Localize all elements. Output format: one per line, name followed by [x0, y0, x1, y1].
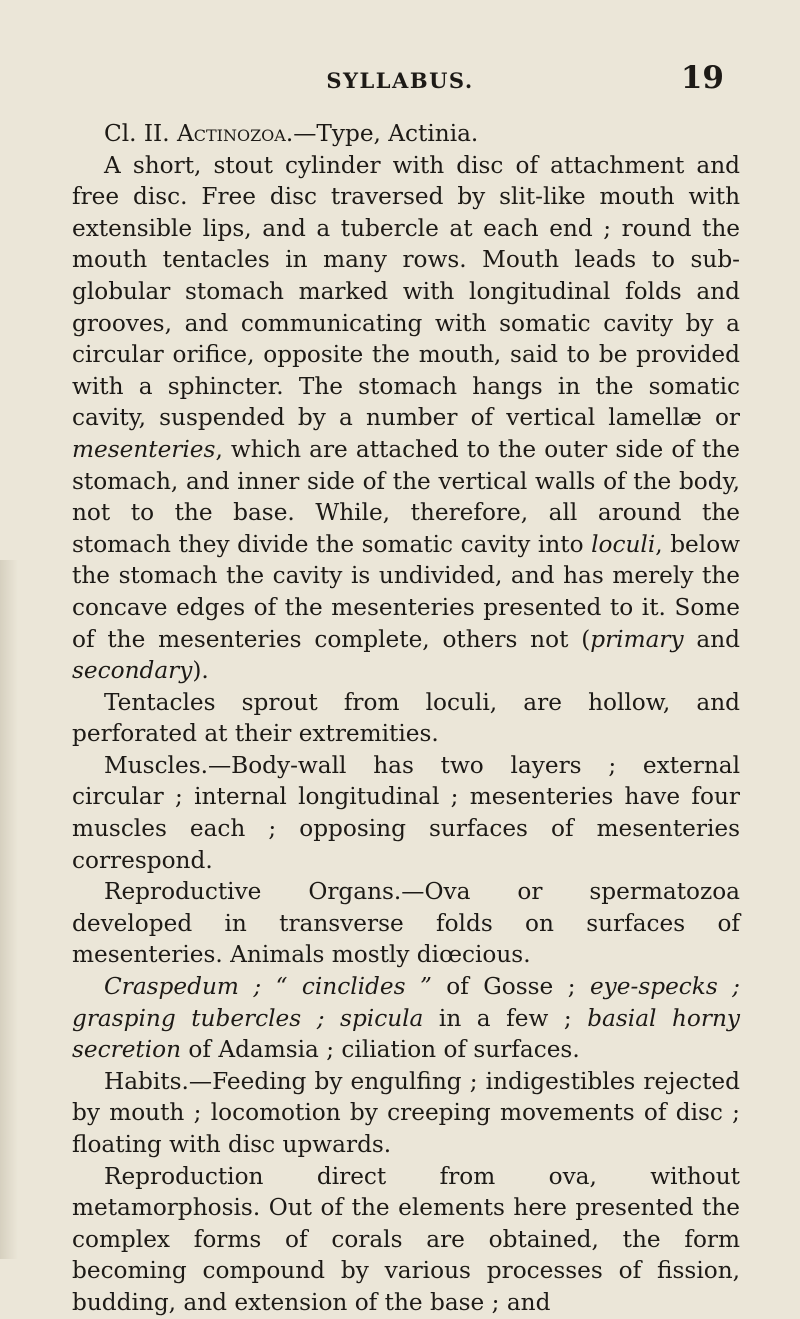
text-run: in a few ; — [423, 1004, 588, 1032]
text-run: Cl. II. — [104, 120, 177, 147]
paragraph — [72, 971, 740, 1066]
text-run: and — [683, 625, 740, 653]
class-name: Actinozoa — [176, 120, 286, 147]
body-text — [72, 118, 740, 1319]
text-run: , which are attached to the outer side of the stomach, and inner side of the vertical walls of the body, not to the base. While, therefore, all around the stomach they divide the somatic cavity into — [72, 435, 740, 558]
text-run: Muscles.—Body-wall has two layers ; external circular ; internal longitudinal ; mesenteries have four muscles each ; opposing surfaces of mesenteries correspond. — [72, 751, 740, 874]
paragraph — [72, 687, 740, 750]
paragraph — [72, 1161, 740, 1319]
running-head: SYLLABUS. — [326, 68, 474, 93]
text-run: A short, stout cylinder with disc of attachment and free disc. Free disc traversed by slit-like mouth with extensible lips, and a tubercle at each end ; round the mouth tentacles in many rows. Mouth leads to sub-globular stomach marked with longitudinal folds and grooves, and communicating with somatic cavity by a circular orifice, opposite the mouth, said to be provided with a sphincter. The stomach hangs in the somatic cavity, suspended by a number of vertical lamellæ or — [72, 151, 740, 432]
text-run: Reproduction direct from ova, without metamorphosis. Out of the elements here presented the complex forms of corals are obtained, the form becoming compound by various processes of fission, budding, and extension of the base ; and — [72, 1162, 740, 1316]
text-run: .—Type, Actinia. — [285, 120, 479, 147]
italic-term: basial horny secretion — [72, 1004, 740, 1064]
text-run: ). — [192, 657, 209, 685]
paragraph — [72, 1066, 740, 1161]
text-run: of Gosse ; — [431, 973, 590, 1001]
paragraph — [72, 876, 740, 971]
page-edge-shadow — [0, 560, 18, 1259]
page-header — [0, 62, 800, 102]
italic-term: eye-specks ; grasping tubercles ; spicula — [72, 973, 740, 1032]
italic-term: secondary — [72, 657, 193, 685]
italic-term: primary — [590, 625, 684, 653]
paragraph — [72, 150, 740, 687]
text-run: Habits.—Feeding by engulfing ; indigestibles rejected by mouth ; locomotion by creeping movements of disc ; floating with disc upwards. — [72, 1067, 740, 1158]
text-run: of Adamsia ; ciliation of surfaces. — [181, 1036, 580, 1064]
paragraph — [72, 750, 740, 876]
text-run: Reproductive Organs.—Ova or spermatozoa developed in transverse folds on surfaces of mesenteries. Animals mostly diœcious. — [72, 878, 740, 969]
text-run: Tentacles sprout from loculi, are hollow, and perforated at their extremities. — [72, 688, 740, 748]
italic-term: mesenteries — [72, 435, 216, 463]
italic-term: loculi — [591, 530, 656, 558]
paragraph — [72, 118, 740, 150]
text-run: , below the stomach the cavity is undivided, and has merely the concave edges of the mesenteries presented to it. Some of the mesenteries complete, others not ( — [72, 530, 741, 653]
italic-term: Craspedum ; “ cinclides ” — [104, 973, 432, 1001]
page-number: 19 — [680, 60, 724, 96]
